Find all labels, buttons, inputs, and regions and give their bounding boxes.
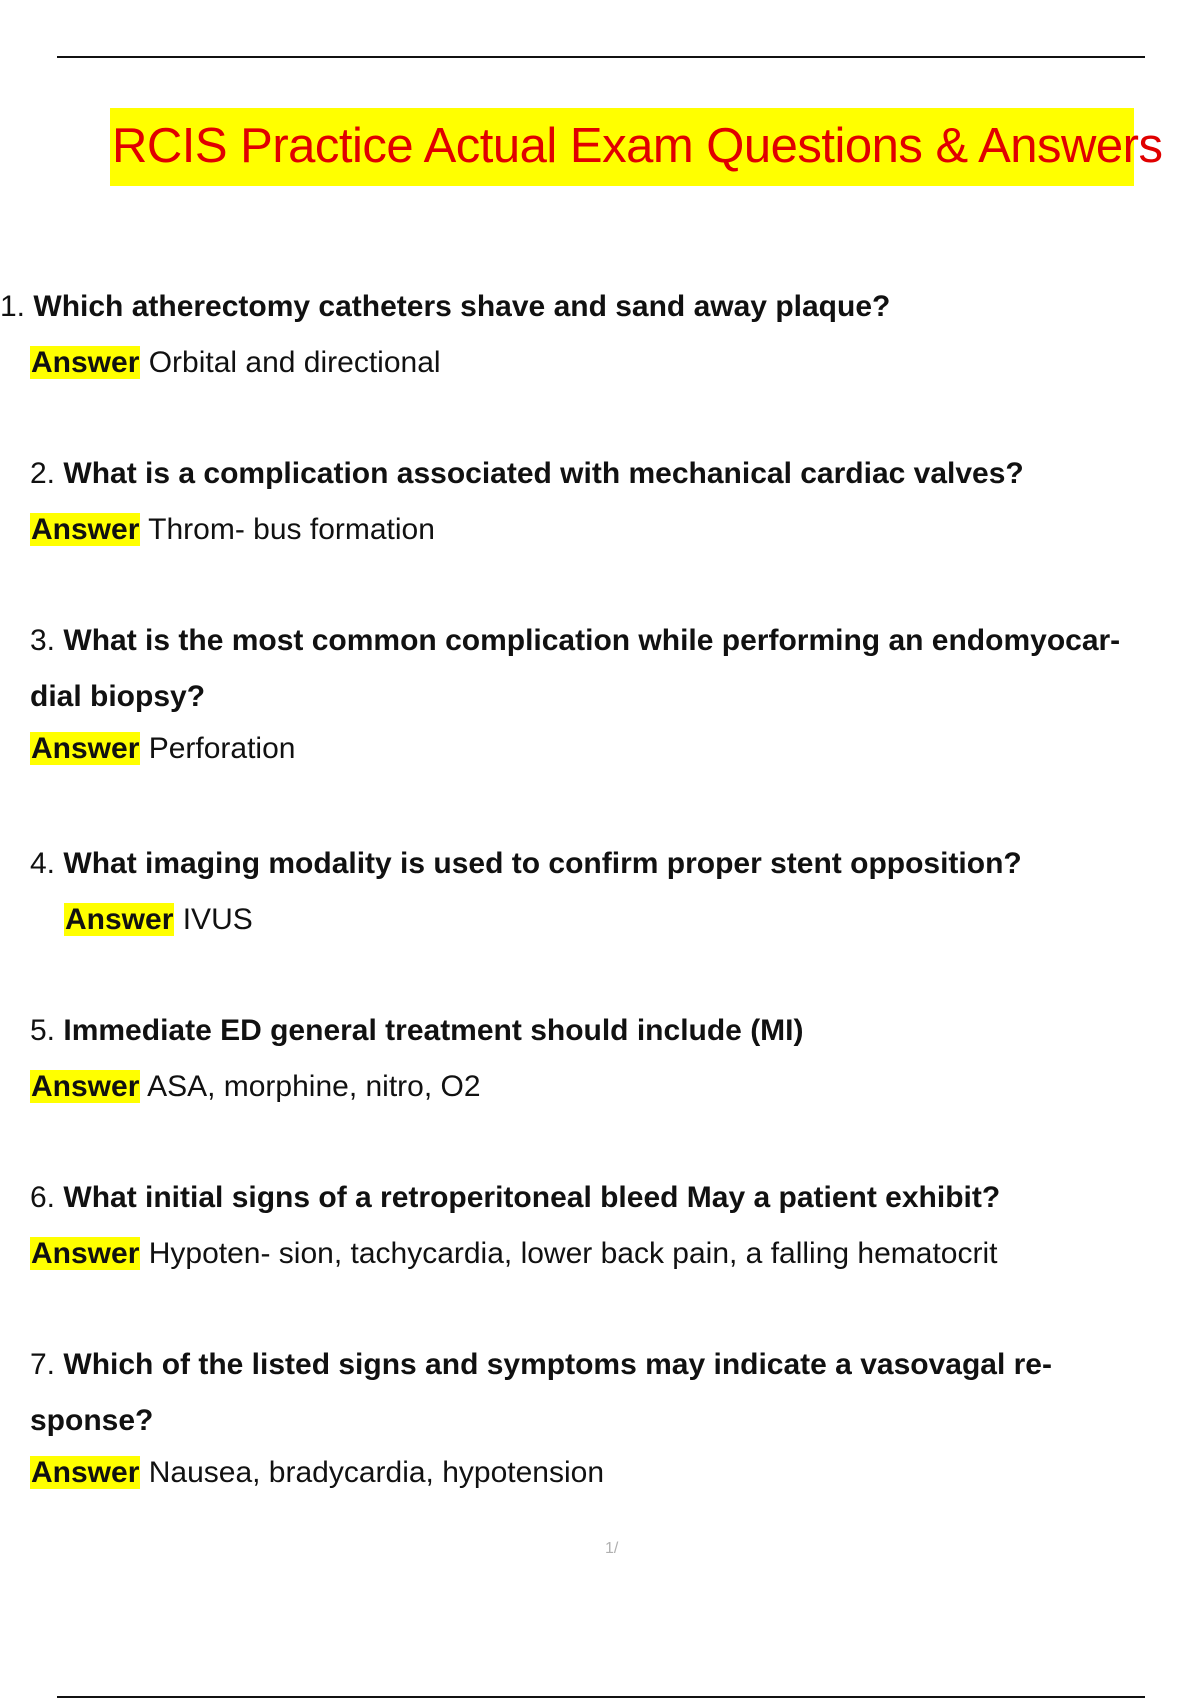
question-text: 6. What initial signs of a retroperitoneal bleed May a patient exhibit? bbox=[30, 1181, 1001, 1214]
question-text: 4. What imaging modality is used to confirm proper stent opposition? bbox=[30, 847, 1022, 880]
answer-text: Throm- bus formation bbox=[148, 513, 435, 546]
title-highlight bbox=[110, 108, 1163, 186]
question-number: 4. bbox=[30, 847, 56, 880]
answer-label: Answer bbox=[31, 346, 140, 379]
question-text: 1. Which atherectomy catheters shave and sand away plaque? bbox=[0, 290, 891, 323]
answer-label: Answer bbox=[65, 903, 174, 936]
answer-label: Answer bbox=[31, 1070, 140, 1103]
question-item-5 bbox=[30, 1003, 1200, 1115]
bottom-rule bbox=[57, 1696, 1145, 1698]
question-text: 5. Immediate ED general treatment should include (MI) bbox=[30, 1014, 804, 1047]
question-item-6 bbox=[30, 1170, 1200, 1282]
question-text-continued: sponse? bbox=[30, 1404, 154, 1437]
answer-text: Nausea, bradycardia, hypotension bbox=[148, 1456, 605, 1489]
answer-text: Orbital and directional bbox=[148, 346, 441, 379]
answer-text: Perforation bbox=[148, 732, 296, 765]
answer-line bbox=[30, 1449, 1200, 1497]
answer-label: Answer bbox=[31, 513, 140, 546]
question-item-2 bbox=[30, 446, 1200, 558]
question-item-4 bbox=[30, 836, 1200, 948]
answer-label: Answer bbox=[31, 732, 140, 765]
question-item-3 bbox=[30, 613, 1200, 773]
answer-line bbox=[30, 1226, 1200, 1282]
answer-text: Hypoten- sion, tachycardia, lower back pain, a falling hematocrit bbox=[148, 1237, 998, 1270]
answer-label: Answer bbox=[31, 1237, 140, 1270]
answer-label: Answer bbox=[31, 1456, 140, 1489]
answer-line bbox=[30, 502, 1200, 558]
question-item-1 bbox=[0, 279, 1170, 391]
question-number: 7. bbox=[30, 1348, 56, 1381]
answer-line bbox=[30, 1059, 1200, 1115]
question-number: 2. bbox=[30, 457, 56, 490]
page-number-mark: 1/ bbox=[605, 1540, 619, 1557]
top-rule bbox=[57, 56, 1145, 58]
answer-line bbox=[30, 725, 1200, 773]
question-number: 5. bbox=[30, 1014, 56, 1047]
answer-text: IVUS bbox=[182, 903, 253, 936]
answer-line bbox=[30, 892, 1200, 948]
question-text-continued: dial biopsy? bbox=[30, 680, 206, 713]
question-number: 1. bbox=[0, 290, 26, 323]
question-text: 3. What is the most common complication while performing an endomyocar- bbox=[30, 624, 1121, 657]
answer-text: ASA, morphine, nitro, O2 bbox=[147, 1070, 481, 1103]
question-item-7 bbox=[30, 1337, 1200, 1497]
question-text: 7. Which of the listed signs and symptoms may indicate a vasovagal re- bbox=[30, 1348, 1052, 1381]
question-number: 3. bbox=[30, 624, 56, 657]
question-number: 6. bbox=[30, 1181, 56, 1214]
page-title: RCIS Practice Actual Exam Questions & Answers bbox=[112, 119, 1163, 173]
question-text: 2. What is a complication associated with mechanical cardiac valves? bbox=[30, 457, 1024, 490]
answer-line bbox=[0, 335, 1170, 391]
